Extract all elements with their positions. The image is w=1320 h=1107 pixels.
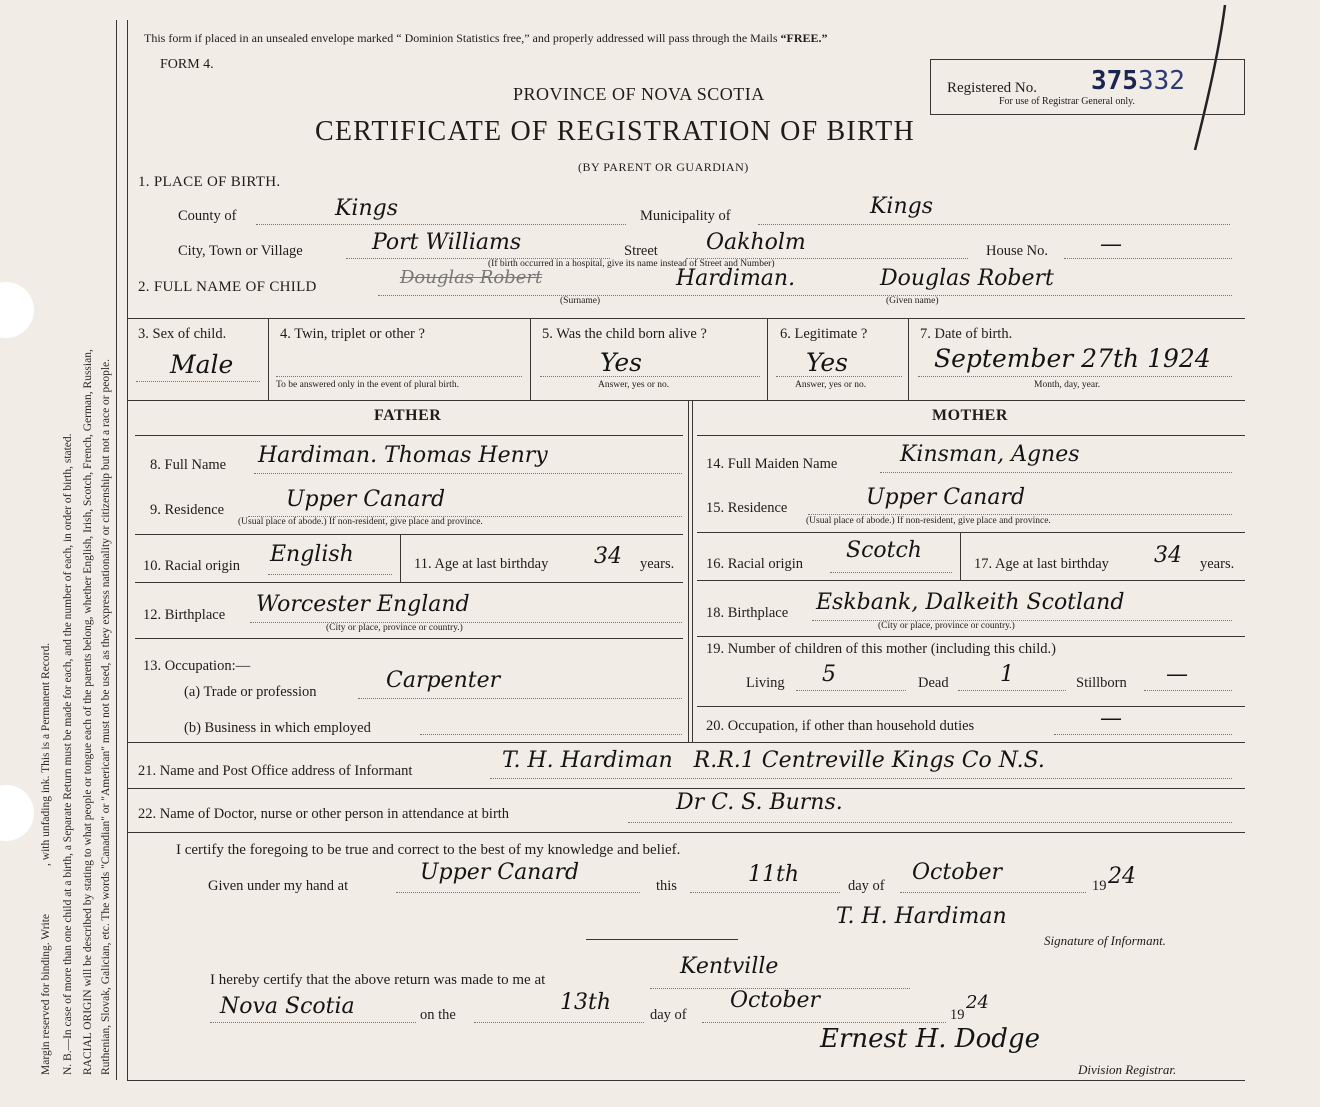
child-name-struck: Douglas Robert xyxy=(400,267,543,288)
certify-statement: I certify the foregoing to be true and correct to the best of my knowledge and belief. xyxy=(176,842,681,858)
twin-line xyxy=(276,376,522,377)
father-trade-line xyxy=(358,698,682,699)
mother-dead-line xyxy=(958,690,1066,691)
county-value: Kings xyxy=(335,196,399,221)
registrar-year-prefix: 19 xyxy=(950,1007,965,1023)
mother-rule-1 xyxy=(697,435,1245,436)
binding-hole-bottom xyxy=(0,785,34,841)
mother-heading: MOTHER xyxy=(932,407,1008,424)
mother-rule-3 xyxy=(697,580,1245,581)
registration-box xyxy=(930,59,1245,115)
sex-label: 3. Sex of child. xyxy=(138,326,227,342)
father-rule-1 xyxy=(135,435,683,436)
city-value: Port Williams xyxy=(372,230,522,255)
house-line xyxy=(1064,258,1232,259)
mother-age-value: 34 xyxy=(1154,543,1182,568)
margin-note-binding: Margin reserved for binding. Write, with unfading ink. This is a Permanent Record. xyxy=(40,642,52,1075)
signature-informant-label: Signature of Informant. xyxy=(1044,933,1166,948)
mother-name-label: 14. Full Maiden Name xyxy=(706,456,838,472)
mother-age-label: 17. Age at last birthday xyxy=(974,556,1109,572)
father-rule-3 xyxy=(135,582,683,583)
child-given-name: Douglas Robert xyxy=(880,266,1054,291)
given-name-note: (Given name) xyxy=(886,296,939,306)
city-label: City, Town or Village xyxy=(178,243,303,259)
born-alive-line xyxy=(540,376,760,377)
county-line xyxy=(256,224,626,225)
registrar-month-line xyxy=(702,1022,946,1023)
twin-note: To be answered only in the event of plural birth. xyxy=(276,380,459,390)
given-at-value: Upper Canard xyxy=(420,860,580,885)
mother-living-value: 5 xyxy=(822,662,836,687)
born-alive-label: 5. Was the child born alive ? xyxy=(542,326,707,342)
mother-rule-4 xyxy=(697,636,1245,637)
informant-signature: T. H. Hardiman xyxy=(836,904,1007,929)
day-line xyxy=(690,892,840,893)
mother-dead-value: 1 xyxy=(1000,662,1014,687)
mother-children-label: 19. Number of children of this mother (including this child.) xyxy=(706,641,1056,657)
form-bottom-rule xyxy=(127,1080,1245,1081)
mother-birthplace-value: Eskbank, Dalkeith Scotland xyxy=(816,590,1125,615)
father-residence-label: 9. Residence xyxy=(150,502,225,518)
date-of-birth-line xyxy=(918,376,1232,377)
mother-occupation-value: — xyxy=(1100,706,1122,731)
mother-age-years: years. xyxy=(1200,556,1235,572)
registration-number: 375332 xyxy=(1091,66,1185,96)
form-number: FORM 4. xyxy=(160,57,214,72)
divider-4 xyxy=(530,318,531,400)
given-line xyxy=(396,892,640,893)
parents-divider-b xyxy=(692,400,693,742)
father-racial-value: English xyxy=(270,542,354,567)
divider-3 xyxy=(268,318,269,400)
rule-row3-top xyxy=(127,318,1245,319)
place-of-birth-heading: 1. PLACE OF BIRTH. xyxy=(138,174,281,190)
municipality-line xyxy=(758,224,1230,225)
mother-occupation-line xyxy=(1054,734,1232,735)
margin-rule xyxy=(116,20,117,1080)
parents-divider-a xyxy=(688,400,689,742)
margin-note-racial-origin-2: Ruthenian, Slovak, Galician, etc. The words "Canadian" or "American" must not be used, as they express nationality or citizenship but not a race or people. xyxy=(100,358,112,1075)
county-label: County of xyxy=(178,208,237,224)
division-registrar-label: Division Registrar. xyxy=(1078,1062,1177,1077)
twin-label: 4. Twin, triplet or other ? xyxy=(280,326,425,342)
father-occupation-label: 13. Occupation:— xyxy=(143,658,251,674)
registrar-year-value: 24 xyxy=(966,992,989,1013)
municipality-value: Kings xyxy=(870,194,934,219)
informant-line xyxy=(490,778,1232,779)
mother-living-label: Living xyxy=(746,675,785,691)
mother-name-value: Kinsman, Agnes xyxy=(900,442,1080,467)
father-birthplace-value: Worcester England xyxy=(256,592,470,617)
father-trade-label: (a) Trade or profession xyxy=(184,684,317,700)
father-heading: FATHER xyxy=(374,407,442,424)
mother-occupation-label: 20. Occupation, if other than household duties xyxy=(706,718,975,734)
this-label: this xyxy=(656,878,677,894)
legitimate-value: Yes xyxy=(806,348,848,377)
child-name-line xyxy=(378,295,1232,296)
legitimate-label: 6. Legitimate ? xyxy=(780,326,868,342)
year-value: 24 xyxy=(1108,864,1136,889)
registration-note: For use of Registrar General only. xyxy=(999,96,1135,107)
registrar-place-value: Kentville xyxy=(680,954,779,979)
mother-rule-5 xyxy=(697,706,1245,707)
mother-living-line xyxy=(796,690,906,691)
month-value: October xyxy=(912,860,1003,885)
father-name-value: Hardiman. Thomas Henry xyxy=(258,443,548,468)
year-prefix: 19 xyxy=(1092,878,1107,894)
mother-residence-line xyxy=(808,514,1232,515)
date-of-birth-label: 7. Date of birth. xyxy=(920,326,1013,342)
house-value: — xyxy=(1100,232,1122,257)
born-alive-value: Yes xyxy=(600,348,642,377)
mother-racial-label: 16. Racial origin xyxy=(706,556,804,572)
rule-informant-bottom xyxy=(127,788,1245,789)
house-label: House No. xyxy=(986,243,1049,259)
certificate-separator xyxy=(586,939,738,940)
registrar-day-of-label: day of xyxy=(650,1007,687,1023)
sex-line xyxy=(136,381,260,382)
month-line xyxy=(900,892,1086,893)
informant-label: 21. Name and Post Office address of Informant xyxy=(138,763,413,779)
document-subtitle: (BY PARENT OR GUARDIAN) xyxy=(578,160,749,174)
binding-hole-top xyxy=(0,282,34,338)
child-name-label: 2. FULL NAME OF CHILD xyxy=(138,279,317,295)
street-label: Street xyxy=(624,243,658,259)
on-the-label: on the xyxy=(420,1007,456,1023)
rule-doctor-bottom xyxy=(127,832,1245,833)
form-left-border xyxy=(127,20,128,1080)
divider-5 xyxy=(767,318,768,400)
day-of-label: day of xyxy=(848,878,885,894)
mother-rule-2 xyxy=(697,532,1245,533)
father-rule-2 xyxy=(135,534,683,535)
rule-row3-bottom xyxy=(127,400,1245,401)
rule-parents-bottom xyxy=(127,742,1245,743)
doctor-line xyxy=(628,822,1232,823)
father-age-divider xyxy=(400,534,401,582)
registration-label: Registered No. xyxy=(947,80,1037,96)
father-residence-note: (Usual place of abode.) If non-resident, give place and province. xyxy=(238,517,483,527)
father-racial-line xyxy=(268,574,392,575)
registrar-signature: Ernest H. Dodge xyxy=(820,1024,1040,1054)
father-trade-value: Carpenter xyxy=(386,668,501,693)
father-name-line xyxy=(254,473,682,474)
mother-stillborn-label: Stillborn xyxy=(1076,675,1127,691)
father-age-years: years. xyxy=(640,556,675,572)
municipality-label: Municipality of xyxy=(640,208,731,224)
day-value: 11th xyxy=(748,862,800,887)
divider-6 xyxy=(908,318,909,400)
mother-racial-value: Scotch xyxy=(846,538,922,563)
father-racial-label: 10. Racial origin xyxy=(143,558,241,574)
doctor-value: Dr C. S. Burns. xyxy=(676,790,843,815)
street-value: Oakholm xyxy=(706,230,806,255)
mother-birthplace-note: (City or place, province or country.) xyxy=(878,621,1015,631)
mother-residence-note: (Usual place of abode.) If non-resident, give place and province. xyxy=(806,516,1051,526)
father-rule-4 xyxy=(135,638,683,639)
father-birthplace-line xyxy=(250,622,682,623)
hospital-note: (If birth occurred in a hospital, give its name instead of Street and Number) xyxy=(488,259,775,269)
province-line xyxy=(210,1022,416,1023)
father-name-label: 8. Full Name xyxy=(150,457,227,473)
born-alive-note: Answer, yes or no. xyxy=(598,380,670,390)
mother-residence-value: Upper Canard xyxy=(866,485,1026,510)
mother-birthplace-line xyxy=(812,620,1232,621)
registrar-province-value: Nova Scotia xyxy=(220,994,355,1019)
mail-notice: This form if placed in an unsealed envelope marked “ Dominion Statistics free,” and properly addressed will pass through the Mails “FREE.” xyxy=(144,31,828,45)
date-of-birth-value: September 27th 1924 xyxy=(934,344,1211,373)
sex-value: Male xyxy=(170,350,234,379)
registrar-month-value: October xyxy=(730,988,821,1013)
father-birthplace-note: (City or place, province or country.) xyxy=(326,623,463,633)
date-of-birth-note: Month, day, year. xyxy=(1034,380,1101,390)
province-heading: PROVINCE OF NOVA SCOTIA xyxy=(513,84,765,104)
mother-residence-label: 15. Residence xyxy=(706,500,788,516)
document-title: CERTIFICATE OF REGISTRATION OF BIRTH xyxy=(315,116,915,147)
registrar-statement: I hereby certify that the above return was made to me at xyxy=(210,972,546,988)
mother-racial-line xyxy=(830,572,952,573)
mother-stillborn-value: — xyxy=(1166,662,1188,687)
surname-note: (Surname) xyxy=(560,296,601,306)
father-business-label: (b) Business in which employed xyxy=(184,720,371,736)
father-age-label: 11. Age at last birthday xyxy=(414,556,549,572)
legitimate-note: Answer, yes or no. xyxy=(795,380,867,390)
child-surname: Hardiman. xyxy=(676,266,796,291)
mother-name-line xyxy=(880,472,1232,473)
father-birthplace-label: 12. Birthplace xyxy=(143,607,226,623)
mother-birthplace-label: 18. Birthplace xyxy=(706,605,789,621)
margin-note-racial-origin: RACIAL ORIGIN will be described by stating to what people or tongue each of the parents belong, whether English, Irish, Scotch, French, German, Russian, xyxy=(82,349,94,1075)
mother-age-divider xyxy=(960,532,961,580)
mother-dead-label: Dead xyxy=(918,675,949,691)
mother-stillborn-line xyxy=(1144,690,1232,691)
father-business-line xyxy=(420,734,682,735)
doctor-label: 22. Name of Doctor, nurse or other person in attendance at birth xyxy=(138,806,510,822)
father-residence-value: Upper Canard xyxy=(286,487,446,512)
given-label: Given under my hand at xyxy=(208,878,349,894)
father-age-value: 34 xyxy=(594,544,622,569)
margin-note-multiple-births: N. B.—In case of more than one child at a birth, a Separate Return must be made for each, and the number of each, in order of birth, stated. xyxy=(62,433,74,1075)
registrar-day-line xyxy=(474,1022,644,1023)
registrar-day-value: 13th xyxy=(560,990,612,1015)
informant-value: T. H. Hardiman R.R.1 Centreville Kings Co N.S. xyxy=(502,748,1045,773)
